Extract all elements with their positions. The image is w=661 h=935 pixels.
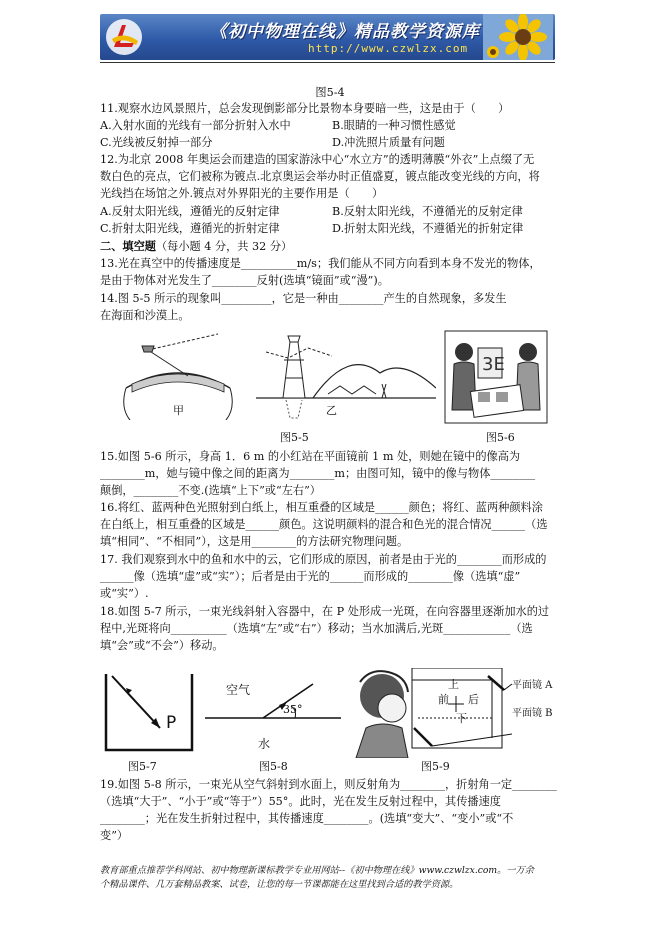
q14-line-2: 在海面和沙漠上。 [100, 309, 190, 322]
q11-stem: 11.观察水边风景照片，总会发现倒影部分比景物本身要暗一些，这是由于（ ） [100, 102, 510, 115]
header-rule [100, 62, 555, 63]
q19-line-3: ________；光在发生折射过程中，其传播速度________。(选填“变大”、“变小”或“不 [100, 812, 514, 825]
q13-line-2: 是由于物体对光发生了________反射(选填“镜面”或“漫”)。 [100, 274, 389, 287]
fig55-diagram [118, 328, 436, 420]
q11-option-b: B.眼睛的一种习惯性感觉 [332, 119, 456, 132]
fig59-mirror-b: 平面镜 B [512, 708, 553, 719]
fig59-front: 前 [438, 693, 449, 706]
banner-title: 《初中物理在线》精品教学资源库 [210, 22, 480, 42]
section2-heading-row [100, 238, 560, 255]
fig56-diagram [444, 330, 548, 424]
fig55-label-yi: 乙 [326, 404, 337, 417]
fig58-diagram [203, 678, 343, 748]
q16-line-3: 填“相同”、“不相同”），这是用________的方法研究物理问题。 [100, 535, 409, 548]
q17-line-2: ______像（选填“虚”或“实”）；后者是由于光的______而形成的________像（选填“虚” [100, 570, 521, 583]
q16-line-2: 在白纸上，相互重叠的区域是______颜色。这说明颜料的混合和色光的混合情况______（选 [100, 518, 548, 531]
fig55-label-jia: 甲 [173, 404, 184, 417]
q18-line-2: 程中,光斑将向__________（选填“左”或“右”）移动；当水加满后,光斑____________（选 [100, 622, 533, 635]
fig59-caption: 图5-9 [421, 760, 450, 773]
fig58-angle: 35° [283, 703, 303, 716]
fig56-caption: 图5-6 [486, 431, 515, 444]
q12-option-d: D.折射太阳光线，不遵循光的折射定律 [332, 222, 524, 235]
q14-line-1: 14.图 5-5 所示的现象叫_________，它是一种由________产生的自然现象，多发生 [100, 292, 507, 305]
fig59-mirror-a: 平面镜 A [512, 680, 553, 691]
svg-text:3E: 3E [482, 354, 505, 375]
fig58-air: 空气 [226, 683, 251, 697]
page-footer [100, 864, 560, 892]
fig59-up: 上 [448, 678, 459, 691]
site-logo-icon [104, 17, 144, 57]
q18-line-1: 18.如图 5-7 所示，一束光线斜射入容器中，在 P 处形成一光斑，在向容器里逐渐加水的过 [100, 605, 550, 618]
q12-line-3: 光线挡在场馆之外.镀点对外界阳光的主要作用是（ ） [100, 187, 384, 200]
q19-line-4: 变”） [100, 829, 129, 842]
header-banner [100, 14, 555, 60]
fig57-label-p: P [166, 713, 177, 733]
section2-heading: 二、填空题 [100, 239, 156, 253]
q17-line-3: 或“实”）. [100, 587, 149, 600]
section2-note: （每小题 4 分，共 32 分） [155, 240, 293, 253]
q15-line-3: 颠倒，________不变.(选填“上下”或“左右”） [100, 484, 321, 497]
sunflower-icon [483, 14, 553, 60]
q12-option-a: A.反射太阳光线，遵循光的反射定律 [100, 205, 280, 218]
fig58-caption: 图5-8 [259, 760, 288, 773]
q17-line-1: 17. 我们观察到水中的鱼和水中的云，它们形成的原因，前者是由于光的________而形成的 [100, 553, 547, 566]
fig54-caption: 图5-4 [315, 86, 345, 99]
q12-line-2: 数白色的亮点，它们被称为镀点.北京奥运会举办时正值盛夏，镀点能改变光线的方向，将 [100, 170, 540, 183]
q19-line-1: 19.如图 5-8 所示，一束光从空气斜射到水面上，则反射角为________，折射角一定________ [100, 778, 557, 791]
footer-line-1: 教育部重点推荐学科网站、初中物理新课标教学专业用网站--《初中物理在线》www.czwlzx.com。一万余 [100, 865, 534, 876]
fig59-down: 下 [456, 712, 467, 725]
fig55-caption: 图5-5 [280, 431, 309, 444]
q12-option-b: B.反射太阳光线，不遵循光的反射定律 [332, 205, 523, 218]
q11-option-d: D.冲洗照片质量有问题 [332, 136, 445, 149]
q19-line-2: （选填“大于”、“小于”或“等于”）55°。此时，光在发生反射过程中，其传播速度 [100, 795, 501, 808]
q13-line-1: 13.光在真空中的传播速度是__________m/s；我们能从不同方向看到本身不发光的物体， [100, 257, 541, 270]
q11-option-a: A.入射水面的光线有一部分折射入水中 [100, 119, 291, 132]
q12-option-c: C.折射太阳光线，遵循光的折射定律 [100, 222, 280, 235]
q16-line-1: 16.将红、蓝两种色光照射到白纸上，相互重叠的区域是______颜色；将红、蓝两种颜料涂 [100, 501, 543, 514]
fig58-water: 水 [258, 737, 271, 751]
q15-line-1: 15.如图 5-6 所示，身高 1．6 m 的小红站在平面镜前 1 m 处，则她在镜中的像高为 [100, 450, 521, 463]
banner-url[interactable]: http://www.czwlzx.com [308, 42, 469, 55]
footer-line-2: 个精品课件、几万套精品教案、试卷，让您的每一节课都能在这里找到合适的教学资源。 [100, 879, 459, 890]
fig59-back: 后 [468, 693, 479, 706]
q15-line-2: ________m，她与镜中像之间的距离为________m；由图可知，镜中的像与物体________ [100, 467, 536, 480]
q18-line-3: 填“会”或“不会”）移动。 [100, 639, 224, 652]
fig57-caption: 图5-7 [128, 760, 157, 773]
fig57-diagram [104, 670, 198, 756]
q12-line-1: 12.为北京 2008 年奥运会而建造的国家游泳中心“水立方”的透明薄膜“外衣”上点缀了无 [100, 153, 535, 166]
q11-option-c: C.光线被反射掉一部分 [100, 136, 213, 149]
